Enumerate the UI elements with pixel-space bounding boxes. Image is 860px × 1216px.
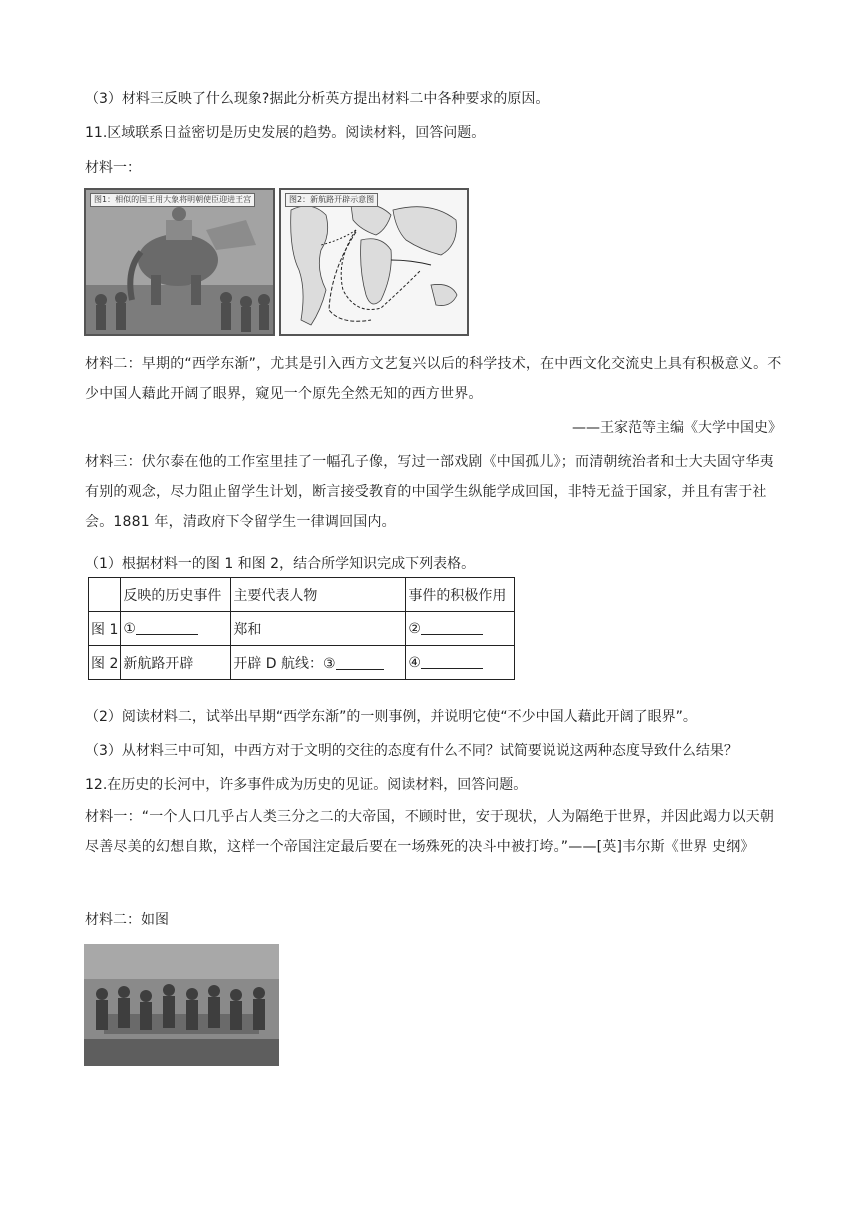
table-header-cell: 主要代表人物 — [231, 578, 406, 612]
q11-sub1: （1）根据材料一的图 1 和图 2，结合所学知识完成下列表格。 — [85, 556, 476, 572]
blank-number: 开辟 D 航线：③ — [233, 655, 336, 672]
table-header-cell: 反映的历史事件 — [121, 578, 231, 612]
table-header-cell — [89, 578, 121, 612]
event-cell: 新航路开辟 — [121, 646, 231, 680]
effect-cell[interactable] — [406, 646, 515, 680]
elephant-procession-drawing — [86, 190, 273, 334]
answer-table — [88, 577, 515, 680]
q11-material3: 材料三：伏尔泰在他的工作室里挂了一幅孔子像，写过一部戏剧《中国孤儿》；而清朝统治者和士大夫固守华夷有别的观念，尽力阻止留学生计划，断言接受教育的中国学生纵能学成回国，非特无益于国家，并且有害于社会。1881 年，清政府下令留学生一律调回国内。 — [85, 454, 774, 530]
blank-number: ④ — [408, 655, 421, 671]
blank-number: ① — [123, 621, 136, 637]
answer-blank[interactable] — [136, 620, 198, 635]
q10-sub3: （3）材料三反映了什么现象?据此分析英方提出材料二中各种要求的原因。 — [85, 91, 550, 107]
q12-title: 12.在历史的长河中，许多事件成为历史的见证。阅读材料，回答问题。 — [85, 777, 528, 793]
person-cell: 郑和 — [231, 612, 406, 646]
effect-cell[interactable] — [406, 612, 515, 646]
blank-number: ② — [408, 621, 421, 637]
table-row — [89, 612, 515, 646]
q11-material2: 材料二：早期的“西学东渐”，尤其是引入西方文艺复兴以后的科学技术，在中西文化交流史上具有积极意义。不少中国人藉此开阔了眼界，窥见一个原先全然无知的西方世界。 — [85, 356, 782, 402]
q11-material1-label: 材料一： — [85, 160, 141, 176]
q11-sub2: （2）阅读材料二，试举出早期“西学东渐”的一则事例，并说明它使“不少中国人藉此开阔了眼界”。 — [85, 709, 697, 725]
figure-2-map — [279, 188, 469, 336]
q12-material1: 材料一：“一个人口几乎占人类三分之二的大帝国，不顾时世，安于现状，人为隔绝于世界，并因此竭力以天朝尽善尽美的幻想自欺，这样一个帝国注定最后要在一场殊死的决斗中被打垮。”——[英]韦尔斯《世界 史纲》 — [85, 809, 775, 855]
table-row — [89, 646, 515, 680]
table-header-row — [89, 578, 515, 612]
historical-photo — [84, 944, 279, 1066]
row-label: 图 2 — [89, 646, 121, 680]
figure-1-caption: 图1：相似的国王用大象将明朝使臣迎进王宫 — [90, 193, 255, 207]
answer-blank[interactable] — [336, 655, 384, 670]
answer-blank[interactable] — [421, 654, 483, 669]
q11-title: 11.区域联系日益密切是历史发展的趋势。阅读材料，回答问题。 — [85, 125, 486, 141]
new-sea-routes-map — [281, 190, 467, 334]
figure-1-illustration — [84, 188, 275, 336]
q11-sub3: （3）从材料三中可知，中西方对于文明的交往的态度有什么不同？试简要说说这两种态度导致什么结果？ — [85, 743, 738, 759]
figure-2-caption: 图2：新航路开辟示意图 — [285, 193, 378, 207]
table-header-cell: 事件的积极作用 — [406, 578, 515, 612]
q11-material2-source: ——王家范等主编《大学中国史》 — [572, 420, 782, 436]
signing-scene-drawing — [84, 944, 279, 1066]
row-label: 图 1 — [89, 612, 121, 646]
event-cell[interactable] — [121, 612, 231, 646]
answer-blank[interactable] — [421, 620, 483, 635]
person-cell[interactable] — [231, 646, 406, 680]
q12-material2-label: 材料二：如图 — [85, 912, 169, 928]
